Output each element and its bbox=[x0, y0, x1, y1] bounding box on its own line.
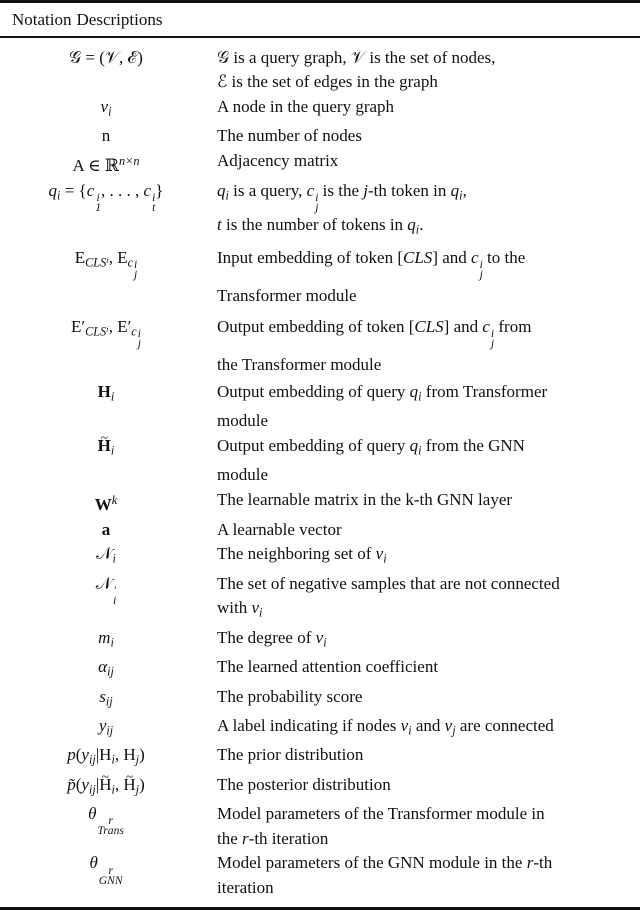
math-text: The number of nodes bbox=[217, 126, 362, 146]
subscript: j bbox=[315, 200, 319, 214]
math-text: 𝒢 = ( bbox=[69, 47, 105, 67]
math-text: n bbox=[101, 126, 111, 146]
math-text: is a query graph, bbox=[229, 47, 351, 67]
description-cell bbox=[217, 685, 640, 714]
notation-cell bbox=[0, 434, 217, 488]
math-text: Adjacency matrix bbox=[217, 150, 339, 170]
notation-cell bbox=[0, 311, 217, 380]
script-stack bbox=[152, 190, 156, 214]
description-line bbox=[217, 95, 640, 120]
math-text: α bbox=[98, 657, 108, 677]
math-text: v bbox=[251, 598, 260, 618]
table-row bbox=[0, 95, 640, 124]
sub-superscript bbox=[87, 179, 101, 213]
tilde-symbol: ~ H bbox=[98, 434, 111, 459]
subscript: ij bbox=[105, 694, 113, 709]
subscript: j bbox=[452, 723, 456, 738]
bottom-rule bbox=[0, 907, 640, 910]
math-text: A learnable vector bbox=[217, 519, 342, 539]
math-text: is the number of tokens in bbox=[221, 214, 408, 234]
notation-cell bbox=[0, 518, 217, 543]
description-cell bbox=[217, 851, 640, 900]
header-notation: Notation bbox=[12, 10, 72, 29]
subscript: j bbox=[137, 336, 141, 350]
table-row bbox=[0, 311, 640, 380]
math-text: ] and bbox=[443, 316, 483, 336]
table-row bbox=[0, 743, 640, 772]
subscript: i bbox=[383, 552, 387, 567]
math-text: y bbox=[81, 745, 89, 765]
sub-superscript bbox=[482, 311, 494, 349]
description-line bbox=[217, 380, 640, 409]
math-text: A node in the query graph bbox=[217, 96, 395, 116]
description-line bbox=[217, 655, 640, 680]
math-text: r bbox=[526, 853, 534, 873]
math-text: is a query, bbox=[228, 180, 307, 200]
superscript: i bbox=[315, 190, 319, 204]
sub-superscript bbox=[133, 242, 137, 280]
math-text: iteration bbox=[217, 878, 274, 898]
math-text: Transformer module bbox=[217, 285, 357, 305]
math-text: is the bbox=[318, 180, 364, 200]
subscript: CLSⁱ bbox=[85, 324, 109, 339]
math-text: Output embedding of query bbox=[217, 381, 410, 401]
superscript: r bbox=[108, 814, 113, 828]
math-text: , E′ bbox=[108, 316, 132, 336]
subscript: t bbox=[152, 200, 156, 214]
math-text: Output embedding of token [ bbox=[217, 316, 415, 336]
script-stack bbox=[98, 863, 123, 887]
table-row bbox=[0, 124, 640, 149]
sub-superscript bbox=[137, 311, 141, 349]
description-cell bbox=[217, 714, 640, 743]
description-line bbox=[217, 70, 640, 95]
script-stack bbox=[113, 583, 117, 607]
subscript: i bbox=[408, 723, 412, 738]
table-row bbox=[0, 572, 640, 626]
description-line bbox=[217, 409, 640, 434]
math-text: ) bbox=[137, 47, 143, 67]
math-text: A ∈ ℝ bbox=[72, 156, 120, 176]
table-row bbox=[0, 714, 640, 743]
description-cell bbox=[217, 655, 640, 684]
math-base: θ bbox=[89, 853, 98, 873]
math-text: q bbox=[450, 180, 460, 200]
description-cell bbox=[217, 802, 640, 851]
math-text: Output embedding of query bbox=[217, 435, 410, 455]
sub-superscript bbox=[144, 179, 156, 213]
math-text: t bbox=[217, 214, 222, 234]
subscript: i bbox=[225, 188, 229, 203]
math-text: The set of negative samples that are not connected bbox=[217, 573, 560, 593]
tilde-symbol: ~ H bbox=[123, 773, 135, 798]
description-cell bbox=[217, 626, 640, 655]
description-line bbox=[217, 626, 640, 655]
table-body bbox=[0, 38, 640, 901]
superscript: i bbox=[134, 258, 138, 272]
table-row bbox=[0, 149, 640, 179]
math-text: CLS bbox=[414, 316, 444, 336]
subscript: c bbox=[127, 255, 134, 270]
math-text: ( bbox=[75, 774, 82, 794]
subscript: j bbox=[135, 753, 140, 767]
subscript: c bbox=[131, 324, 137, 339]
description-line bbox=[217, 572, 640, 597]
math-text: , H bbox=[114, 745, 136, 765]
description-line bbox=[217, 311, 640, 349]
math-text: a bbox=[101, 519, 111, 539]
description-cell bbox=[217, 380, 640, 434]
notation-cell bbox=[0, 179, 217, 242]
math-text: = { bbox=[60, 180, 87, 200]
description-line bbox=[217, 851, 640, 876]
math-text: The prior distribution bbox=[217, 745, 364, 765]
math-text: with bbox=[217, 598, 252, 618]
superscript: i bbox=[479, 258, 483, 272]
notation-cell bbox=[0, 685, 217, 714]
script-stack bbox=[134, 260, 137, 280]
table-row bbox=[0, 851, 640, 900]
description-line bbox=[217, 518, 640, 543]
math-text: ℰ bbox=[127, 47, 138, 67]
subscript: ij bbox=[107, 664, 114, 679]
math-text: q bbox=[217, 180, 226, 200]
notation-cell bbox=[0, 773, 217, 802]
table-row bbox=[0, 802, 640, 851]
math-text: ) bbox=[139, 745, 145, 765]
subscript: i bbox=[418, 443, 422, 458]
math-text: ℰ bbox=[217, 72, 228, 92]
notation-cell bbox=[0, 95, 217, 124]
math-text: from Transformer bbox=[421, 381, 548, 401]
table-row bbox=[0, 773, 640, 802]
table-row bbox=[0, 380, 640, 434]
math-text: , bbox=[114, 774, 124, 794]
math-text: the bbox=[217, 828, 243, 848]
math-text: to the bbox=[482, 248, 526, 268]
math-text: The learnable matrix in the k-th GNN layer bbox=[217, 489, 513, 509]
script-stack bbox=[138, 329, 141, 349]
math-text: The neighboring set of bbox=[217, 544, 376, 564]
subscript: i bbox=[323, 635, 327, 650]
subscript: ij bbox=[106, 723, 114, 738]
math-text: E′ bbox=[71, 316, 86, 336]
math-text: , bbox=[462, 180, 467, 200]
description-line bbox=[217, 876, 640, 901]
sub-superscript bbox=[89, 851, 122, 885]
description-line bbox=[217, 46, 640, 71]
table-row bbox=[0, 434, 640, 488]
math-text: |H bbox=[95, 745, 112, 765]
description-line bbox=[217, 802, 640, 827]
script-stack bbox=[95, 190, 102, 214]
subscript: j bbox=[490, 336, 495, 350]
math-text: E bbox=[74, 248, 86, 268]
description-line bbox=[217, 488, 640, 513]
subscript: GNN bbox=[98, 873, 123, 887]
math-text: | bbox=[95, 774, 100, 794]
math-text: p bbox=[67, 745, 76, 765]
math-text: r bbox=[242, 828, 249, 848]
math-base: c bbox=[482, 316, 490, 336]
description-cell bbox=[217, 242, 640, 311]
math-text: H bbox=[97, 381, 111, 401]
subscript: i bbox=[113, 593, 117, 607]
math-text: from the GNN bbox=[421, 435, 525, 455]
sub-superscript bbox=[112, 572, 116, 606]
superscript: i bbox=[490, 327, 495, 341]
table-row bbox=[0, 179, 640, 242]
subscript: CLSⁱ bbox=[85, 255, 109, 270]
description-line bbox=[217, 349, 640, 380]
description-cell bbox=[217, 179, 640, 242]
math-text: j bbox=[363, 180, 369, 200]
subscript: i bbox=[110, 635, 114, 650]
description-line bbox=[217, 463, 640, 488]
description-line bbox=[217, 714, 640, 743]
math-text: ) bbox=[139, 774, 145, 794]
math-text: ] and bbox=[432, 248, 472, 268]
subscript: i bbox=[415, 222, 420, 237]
subscript: i bbox=[108, 104, 112, 119]
description-line bbox=[217, 773, 640, 798]
math-text: y bbox=[81, 774, 89, 794]
math-text: q bbox=[409, 381, 419, 401]
description-cell bbox=[217, 743, 640, 772]
description-cell bbox=[217, 434, 640, 488]
math-text: The posterior distribution bbox=[217, 774, 391, 794]
script-stack bbox=[491, 329, 494, 349]
math-text: ( bbox=[75, 745, 82, 765]
table-row bbox=[0, 685, 640, 714]
math-text: v bbox=[375, 544, 384, 564]
math-text: the Transformer module bbox=[217, 354, 382, 374]
subscript: Trans bbox=[97, 824, 124, 838]
notation-cell bbox=[0, 242, 217, 311]
math-text: . bbox=[419, 214, 424, 234]
math-text: v bbox=[400, 715, 409, 735]
subscript: j bbox=[135, 782, 140, 797]
math-text: 𝒩 bbox=[96, 544, 113, 564]
sub-superscript bbox=[307, 179, 319, 213]
notation-cell bbox=[0, 149, 217, 179]
math-text: s bbox=[99, 686, 106, 706]
math-text: A label indicating if nodes bbox=[217, 715, 401, 735]
description-cell bbox=[217, 542, 640, 571]
math-text: and bbox=[411, 715, 445, 735]
description-cell bbox=[217, 773, 640, 802]
math-text: 𝒢 bbox=[217, 47, 230, 67]
description-line bbox=[217, 213, 640, 242]
script-stack bbox=[98, 816, 124, 836]
math-text: are connected bbox=[455, 715, 554, 735]
math-text: v bbox=[444, 715, 453, 735]
script-stack bbox=[315, 190, 319, 214]
math-text: from bbox=[494, 316, 532, 336]
subscript: i bbox=[418, 389, 422, 404]
notation-cell bbox=[0, 572, 217, 626]
notation-cell bbox=[0, 488, 217, 518]
notation-cell bbox=[0, 655, 217, 684]
superscript: i bbox=[96, 190, 100, 204]
script-stack bbox=[480, 260, 483, 280]
table-row bbox=[0, 655, 640, 684]
math-text: 𝒱 bbox=[104, 47, 120, 67]
math-text: module bbox=[217, 411, 268, 431]
math-text: v bbox=[100, 96, 109, 116]
table-row bbox=[0, 46, 640, 95]
subscript: i bbox=[459, 188, 463, 203]
math-text: -th bbox=[533, 853, 553, 873]
tilde-symbol: ~ H bbox=[99, 773, 111, 798]
notation-cell bbox=[0, 542, 217, 571]
superscript: i bbox=[137, 327, 141, 341]
math-base: c bbox=[471, 248, 479, 268]
notation-cell bbox=[0, 626, 217, 655]
math-text: -th token in bbox=[368, 180, 451, 200]
description-line bbox=[217, 280, 640, 311]
notation-cell bbox=[0, 714, 217, 743]
table-row bbox=[0, 542, 640, 571]
description-line bbox=[217, 542, 640, 571]
superscript: r bbox=[108, 863, 113, 877]
math-text: The degree of bbox=[217, 627, 316, 647]
math-text: 𝒩 bbox=[95, 573, 113, 593]
table-header bbox=[0, 3, 640, 36]
math-text: , E bbox=[108, 248, 128, 268]
description-line bbox=[217, 685, 640, 710]
math-text: Input embedding of token [ bbox=[217, 248, 404, 268]
math-text: Model parameters of the Transformer module in bbox=[217, 804, 545, 824]
description-cell bbox=[217, 46, 640, 95]
description-line bbox=[217, 242, 640, 280]
math-text: } bbox=[155, 180, 164, 200]
math-base: c bbox=[306, 180, 315, 200]
notation-cell bbox=[0, 124, 217, 149]
math-text: W bbox=[94, 494, 112, 514]
subscript: i bbox=[111, 782, 115, 797]
math-text: is the set of edges in the graph bbox=[227, 72, 438, 92]
math-text: -th iteration bbox=[248, 828, 329, 848]
subscript: i bbox=[112, 552, 116, 567]
math-text: The learned attention coefficient bbox=[217, 657, 439, 677]
math-text: p̃ bbox=[67, 774, 76, 794]
subscript: j bbox=[134, 268, 138, 282]
description-line bbox=[217, 434, 640, 463]
table-row bbox=[0, 242, 640, 311]
superscript: n×n bbox=[119, 153, 140, 168]
math-text: 𝒱 bbox=[350, 47, 366, 67]
math-base: c bbox=[86, 180, 95, 200]
description-cell bbox=[217, 311, 640, 380]
sub-superscript bbox=[471, 242, 483, 280]
notation-cell bbox=[0, 46, 217, 95]
math-text: , bbox=[119, 47, 128, 67]
description-line bbox=[217, 743, 640, 768]
math-text: , . . . , bbox=[101, 180, 144, 200]
subscript: j bbox=[479, 268, 483, 282]
math-text: y bbox=[98, 715, 107, 735]
math-text: q bbox=[48, 180, 58, 200]
header-descriptions: Descriptions bbox=[76, 10, 163, 29]
description-cell bbox=[217, 488, 640, 518]
subscript: i bbox=[110, 443, 115, 458]
description-line bbox=[217, 124, 640, 149]
description-cell bbox=[217, 149, 640, 179]
subscript: i bbox=[259, 606, 263, 621]
description-cell bbox=[217, 124, 640, 149]
superscript: i bbox=[152, 190, 156, 204]
subscript: i bbox=[110, 389, 115, 404]
notation-cell bbox=[0, 802, 217, 851]
math-text: CLS bbox=[403, 248, 433, 268]
math-text: Model parameters of the GNN module in the bbox=[217, 853, 527, 873]
description-cell bbox=[217, 518, 640, 543]
math-text: v bbox=[315, 627, 324, 647]
subscript: ij bbox=[88, 782, 96, 797]
notation-cell bbox=[0, 851, 217, 900]
description-line bbox=[217, 149, 640, 174]
subscript: ij bbox=[88, 753, 96, 767]
table-row bbox=[0, 626, 640, 655]
math-base: θ bbox=[88, 804, 97, 824]
description-line bbox=[217, 596, 640, 625]
superscript: k bbox=[111, 492, 118, 507]
math-text: q bbox=[407, 214, 416, 234]
sub-superscript bbox=[88, 802, 124, 836]
table-row bbox=[0, 518, 640, 543]
math-text: is the set of nodes, bbox=[365, 47, 496, 67]
table-row bbox=[0, 488, 640, 518]
description-line bbox=[217, 179, 640, 213]
math-text: The probability score bbox=[217, 686, 363, 706]
subscript: i bbox=[57, 188, 61, 203]
math-text: m bbox=[98, 627, 111, 647]
subscript: i bbox=[111, 753, 115, 767]
description-cell bbox=[217, 572, 640, 626]
description-cell bbox=[217, 95, 640, 124]
math-text: module bbox=[217, 465, 268, 485]
description-line bbox=[217, 827, 640, 852]
superscript: ′ bbox=[113, 583, 116, 597]
subscript: 1 bbox=[95, 200, 102, 214]
math-base: c bbox=[143, 180, 152, 200]
math-text: q bbox=[409, 435, 419, 455]
